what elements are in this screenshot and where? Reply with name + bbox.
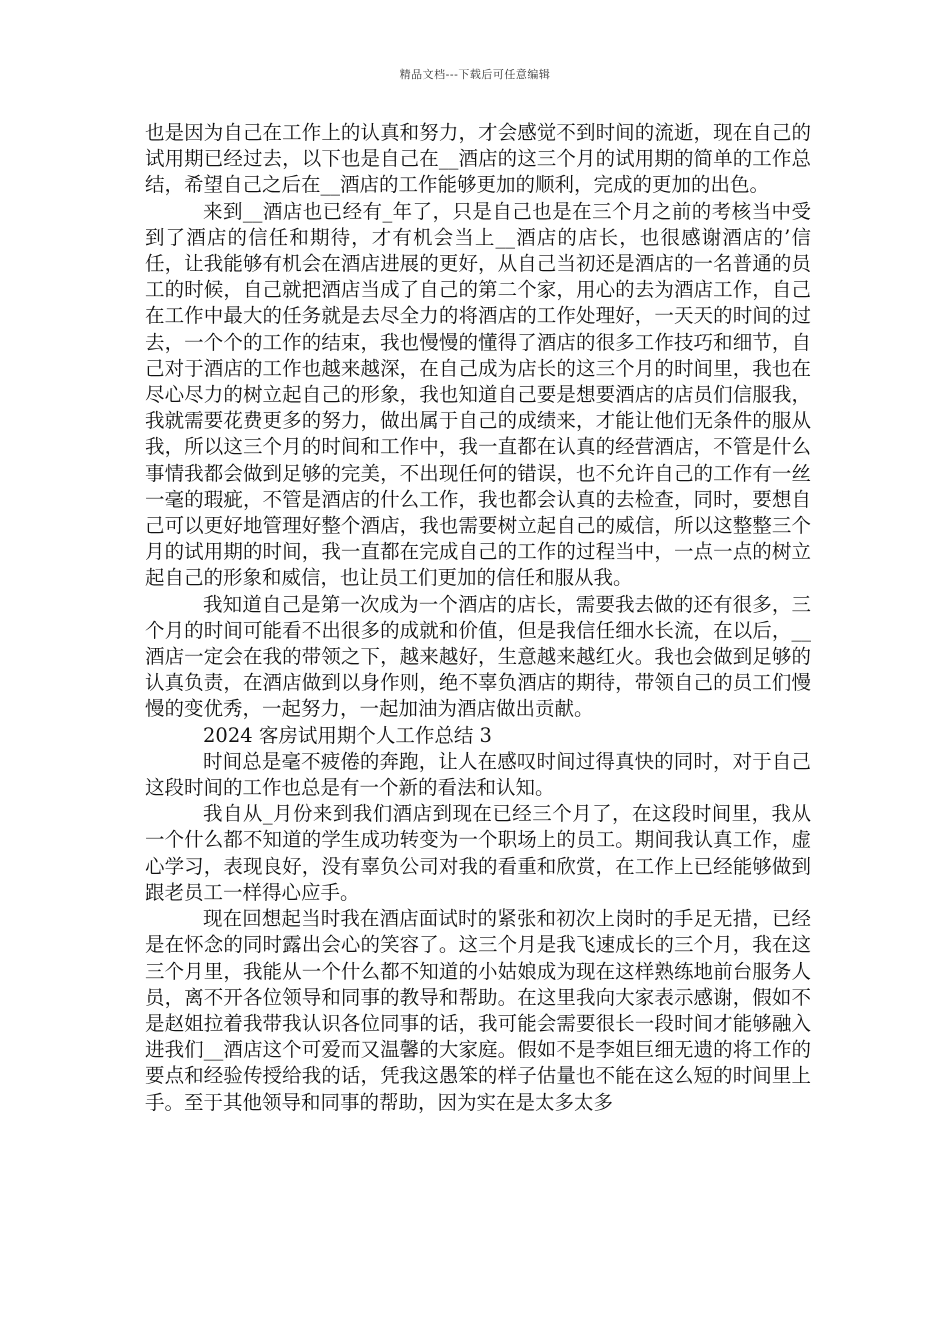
- section-paragraph-2: 我自从_月份来到我们酒店到现在已经三个月了，在这段时间里，我从一个什么都不知道的学生成功转变为一个职场上的员工。期间我认真工作，虚心学习，表现良好，没有辜负公司对我的看重和欣赏，在工作上已经能够做到跟老员工一样得心应手。: [145, 802, 811, 904]
- paragraph-2: 来到__酒店也已经有_年了，只是自己也是在三个月之前的考核当中受到了酒店的信任和期待，才有机会当上__酒店的店长，也很感谢酒店的’信任，让我能够有机会在酒店进展的更好，从自己当初还是酒店的一名普通的员工的时候，自己就把酒店当成了自己的第二个家，用心的去为酒店工作，自己在工作中最大的任务就是去尽全力的将酒店的工作处理好，一天天的时间的过去，一个个的工作的结束，我也慢慢的懂得了酒店的很多工作技巧和细节，自己对于酒店的工作也越来越深，在自己成为店长的这三个月的时间里，我也在尽心尽力的树立起自己的形象，我也知道自己要是想要酒店的店员们信服我，我就需要花费更多的努力，做出属于自己的成绩来，才能让他们无条件的服从我，所以这三个月的时间和工作中，我一直都在认真的经营酒店，不管是什么事情我都会做到足够的完美，不出现任何的错误，也不允许自己的工作有一丝一毫的瑕疵，不管是酒店的什么工作，我也都会认真的去检查，同时，要想自己可以更好地管理好整个酒店，我也需要树立起自己的威信，所以这整整三个月的试用期的时间，我一直都在完成自己的工作的过程当中，一点一点的树立起自己的形象和威信，也让员工们更加的信任和服从我。: [145, 199, 811, 590]
- paragraph-1: 也是因为自己在工作上的认真和努力，才会感觉不到时间的流逝，现在自己的试用期已经过去，以下也是自己在__酒店的这三个月的试用期的简单的工作总结，希望自己之后在__酒店的工作能够更加的顺利，完成的更加的出色。: [145, 121, 811, 197]
- document-body: [145, 120, 811, 1116]
- section-heading: 2024 客房试用期个人工作总结 3: [203, 723, 492, 747]
- page-header: 精品文档---下载后可任意编辑: [399, 68, 551, 81]
- section-paragraph-1: 时间总是毫不疲倦的奔跑，让人在感叹时间过得真快的同时，对于自己这段时间的工作也总是有一个新的看法和认知。: [145, 749, 811, 800]
- section-paragraph-3: 现在回想起当时我在酒店面试时的紧张和初次上岗时的手足无措，已经是在怀念的同时露出会心的笑容了。这三个月是我飞速成长的三个月，我在这三个月里，我能从一个什么都不知道的小姑娘成为现在这样熟练地前台服务人员，离不开各位领导和同事的教导和帮助。在这里我向大家表示感谢，假如不是赵姐拉着我带我认识各位同事的话，我可能会需要很长一段时间才能够融入进我们__酒店这个可爱而又温馨的大家庭。假如不是李姐巨细无遗的将工作的要点和经验传授给我的话，凭我这愚笨的样子估量也不能在这么短的时间里上手。至于其他领导和同事的帮助，因为实在是太多太多: [145, 907, 811, 1114]
- paragraph-3: 我知道自己是第一次成为一个酒店的店长，需要我去做的还有很多，三个月的时间可能看不出很多的成就和价值，但是我信任细水长流，在以后，__酒店一定会在我的带领之下，越来越好，生意越来越红火。我也会做到足够的认真负责，在酒店做到以身作则，绝不辜负酒店的期待，带领自己的员工们慢慢的变优秀，一起努力，一起加油为酒店做出贡献。: [145, 592, 811, 721]
